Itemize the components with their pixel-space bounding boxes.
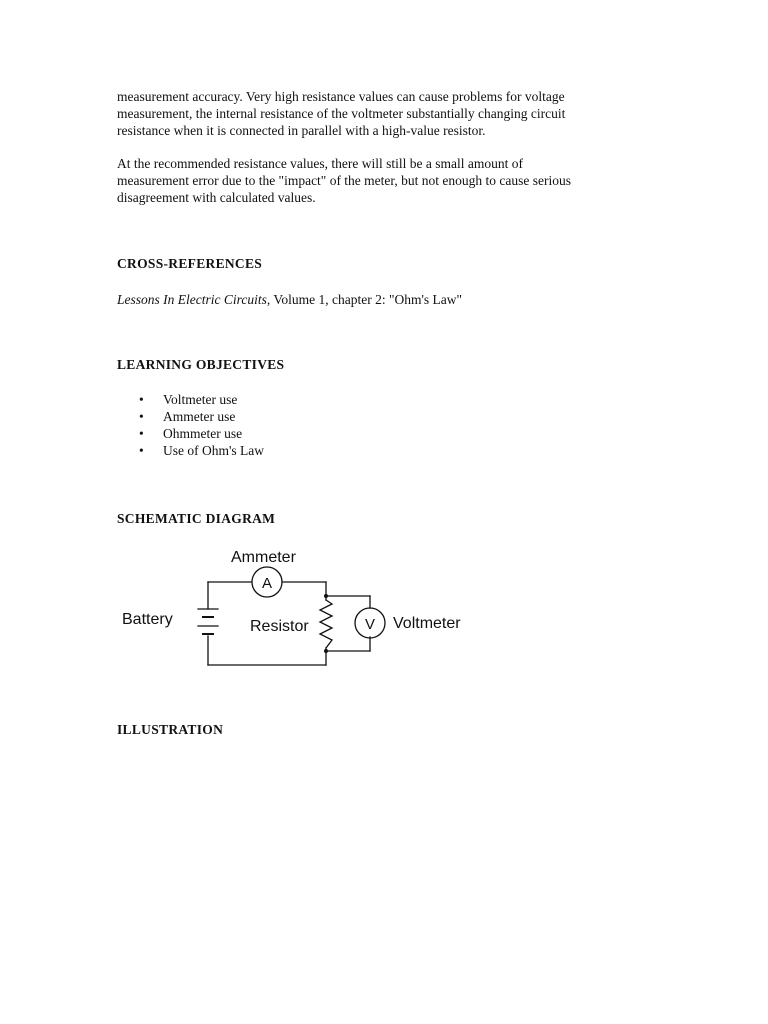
book-reference-detail: , Volume 1, chapter 2: "Ohm's Law" (266, 292, 463, 307)
objective-text: Use of Ohm's Law (163, 443, 265, 458)
error-line-1: At the recommended resistance values, there will still be a small amount of (117, 156, 524, 171)
book-title: Lessons In Electric Circuits (117, 292, 267, 307)
intro-paragraph (117, 88, 657, 139)
resistor-label: Resistor (250, 618, 309, 635)
error-line-3: disagreement with calculated values. (117, 190, 316, 205)
circuit-schematic (112, 540, 482, 675)
bullet: • (139, 426, 144, 441)
bullet: • (139, 409, 144, 424)
illustration-heading: ILLUSTRATION (117, 722, 224, 737)
objective-text: Ohmmeter use (163, 426, 243, 441)
voltmeter-symbol: V (364, 616, 376, 633)
schematic-diagram-heading: SCHEMATIC DIAGRAM (117, 511, 276, 526)
junction-dot (324, 594, 328, 598)
battery-symbol (198, 609, 218, 634)
ammeter-symbol: A (261, 575, 273, 592)
resistor-zigzag (320, 600, 332, 648)
list-item (117, 391, 264, 408)
intro-line-3: resistance when it is connected in parallel with a high-value resistor. (117, 123, 486, 138)
intro-line-2: measurement, the internal resistance of the voltmeter substantially changing circuit (117, 106, 566, 121)
voltmeter-label: Voltmeter (393, 615, 461, 632)
learning-objectives-heading: LEARNING OBJECTIVES (117, 357, 285, 372)
learning-objectives-list (117, 391, 264, 459)
ammeter-label: Ammeter (231, 549, 296, 566)
cross-references-heading: CROSS-REFERENCES (117, 256, 263, 271)
bullet: • (139, 392, 144, 407)
intro-line-1: measurement accuracy. Very high resistance values can cause problems for voltage (117, 89, 565, 104)
bullet: • (139, 443, 144, 458)
battery-label: Battery (122, 611, 173, 628)
error-line-2: measurement error due to the "impact" of the meter, but not enough to cause serious (117, 173, 571, 188)
junction-dot (324, 649, 328, 653)
cross-reference-entry (117, 291, 462, 308)
list-item (117, 442, 264, 459)
error-paragraph (117, 155, 657, 206)
list-item (117, 408, 264, 425)
objective-text: Voltmeter use (163, 392, 238, 407)
list-item (117, 425, 264, 442)
objective-text: Ammeter use (163, 409, 236, 424)
